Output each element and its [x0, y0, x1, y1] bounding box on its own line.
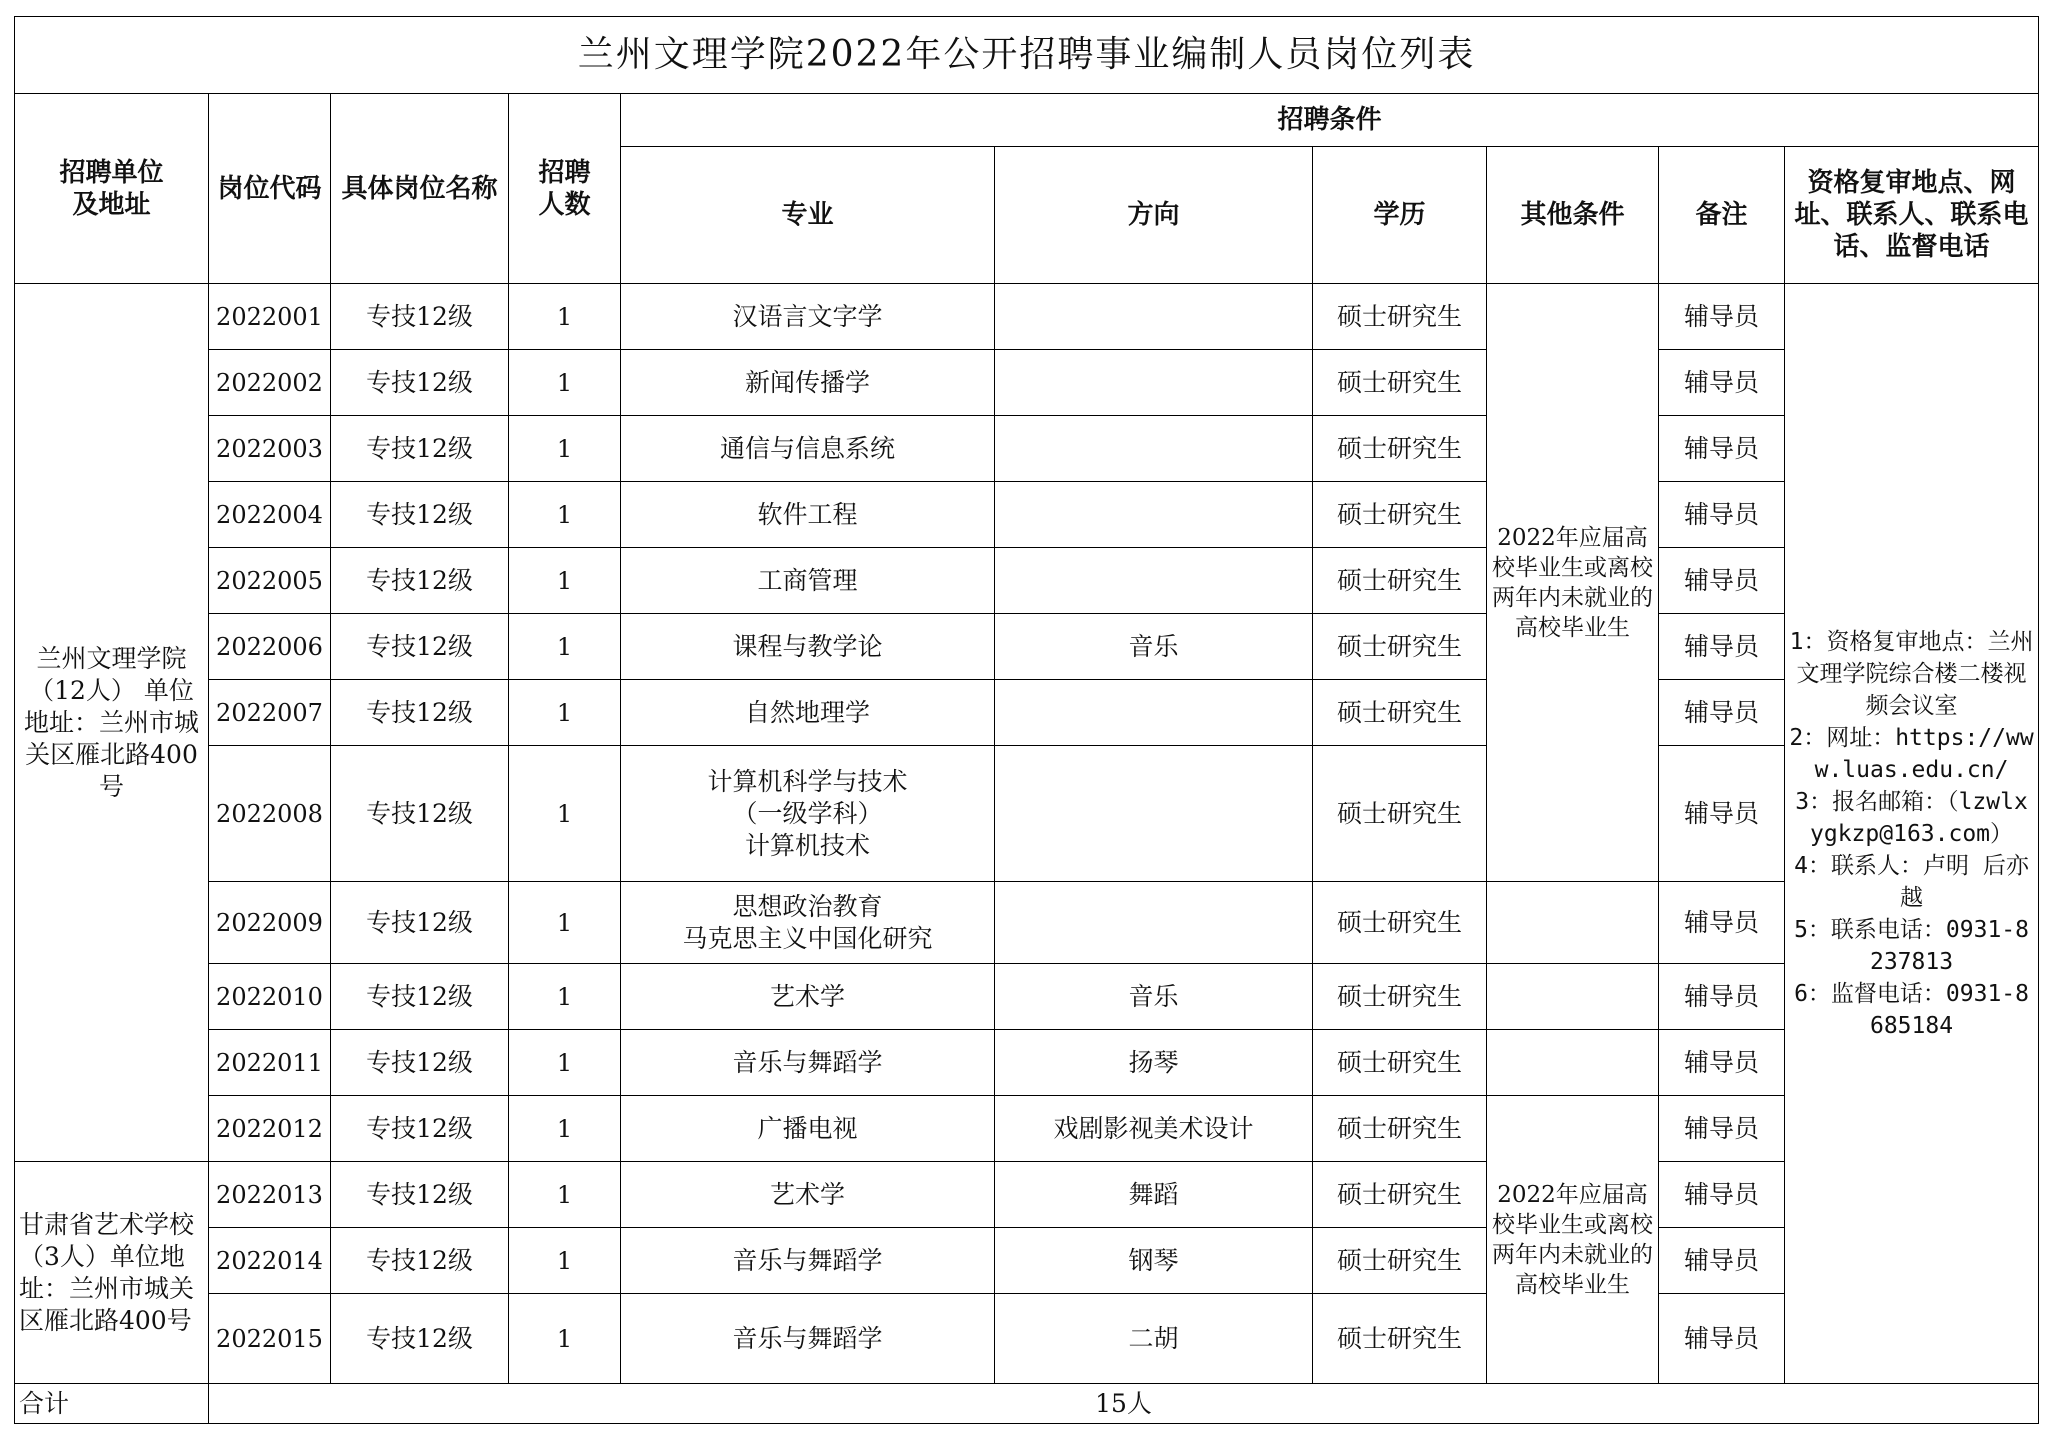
education-cell: 硕士研究生 — [1313, 350, 1487, 416]
job-code-cell: 2022009 — [209, 882, 331, 964]
education-cell: 硕士研究生 — [1313, 882, 1487, 964]
table-row — [15, 680, 2039, 746]
headcount-cell: 1 — [509, 416, 621, 482]
header-education: 学历 — [1313, 147, 1487, 284]
direction-cell — [995, 746, 1313, 882]
position-name-cell: 专技12级 — [331, 548, 509, 614]
recruitment-table-sheet — [14, 16, 2038, 1424]
major-cell: 工商管理 — [621, 548, 995, 614]
contact-info-cell: 1：资格复审地点：兰州文理学院综合楼二楼视频会议室 2：网址：https://www.luas.edu.cn/ 3：报名邮箱：（lzwlxygkzp@163.com） 4：联系人：卢明 后亦越 5：联系电话：0931-8237813 6：监督电话：0931-8685184 — [1785, 284, 2039, 1384]
position-name-cell: 专技12级 — [331, 1162, 509, 1228]
education-cell: 硕士研究生 — [1313, 482, 1487, 548]
other-conditions-empty-cell — [1487, 1030, 1659, 1096]
job-code-cell: 2022003 — [209, 416, 331, 482]
direction-cell: 钢琴 — [995, 1228, 1313, 1294]
major-cell: 广播电视 — [621, 1096, 995, 1162]
table-row — [15, 1294, 2039, 1384]
table-row — [15, 416, 2039, 482]
table-row — [15, 482, 2039, 548]
direction-cell — [995, 284, 1313, 350]
headcount-cell: 1 — [509, 350, 621, 416]
direction-cell — [995, 416, 1313, 482]
note-cell: 辅导员 — [1659, 1030, 1785, 1096]
education-cell: 硕士研究生 — [1313, 1294, 1487, 1384]
total-value: 15人 — [209, 1384, 2039, 1424]
header-position: 具体岗位名称 — [331, 94, 509, 284]
major-cell: 思想政治教育 马克思主义中国化研究 — [621, 882, 995, 964]
education-cell: 硕士研究生 — [1313, 1030, 1487, 1096]
table-row — [15, 548, 2039, 614]
headcount-cell: 1 — [509, 1030, 621, 1096]
job-code-cell: 2022013 — [209, 1162, 331, 1228]
position-name-cell: 专技12级 — [331, 1228, 509, 1294]
headcount-cell: 1 — [509, 1162, 621, 1228]
major-cell: 汉语言文字学 — [621, 284, 995, 350]
header-count: 招聘 人数 — [509, 94, 621, 284]
job-code-cell: 2022015 — [209, 1294, 331, 1384]
headcount-cell: 1 — [509, 1294, 621, 1384]
position-name-cell: 专技12级 — [331, 1030, 509, 1096]
header-unit: 招聘单位 及地址 — [15, 94, 209, 284]
note-cell: 辅导员 — [1659, 416, 1785, 482]
header-major: 专业 — [621, 147, 995, 284]
position-name-cell: 专技12级 — [331, 614, 509, 680]
major-cell: 自然地理学 — [621, 680, 995, 746]
education-cell: 硕士研究生 — [1313, 1096, 1487, 1162]
position-name-cell: 专技12级 — [331, 1096, 509, 1162]
table-row — [15, 746, 2039, 882]
education-cell: 硕士研究生 — [1313, 746, 1487, 882]
note-cell: 辅导员 — [1659, 680, 1785, 746]
table-row — [15, 1228, 2039, 1294]
table-row — [15, 1162, 2039, 1228]
major-cell: 音乐与舞蹈学 — [621, 1228, 995, 1294]
direction-cell: 音乐 — [995, 964, 1313, 1030]
education-cell: 硕士研究生 — [1313, 680, 1487, 746]
education-cell: 硕士研究生 — [1313, 964, 1487, 1030]
direction-cell — [995, 350, 1313, 416]
unit-cell-lanzhou-university: 兰州文理学院（12人） 单位地址：兰州市城关区雁北路400号 — [15, 284, 209, 1162]
education-cell: 硕士研究生 — [1313, 284, 1487, 350]
position-name-cell: 专技12级 — [331, 746, 509, 882]
job-code-cell: 2022008 — [209, 746, 331, 882]
job-code-cell: 2022012 — [209, 1096, 331, 1162]
direction-cell — [995, 548, 1313, 614]
job-code-cell: 2022004 — [209, 482, 331, 548]
job-code-cell: 2022011 — [209, 1030, 331, 1096]
education-cell: 硕士研究生 — [1313, 1228, 1487, 1294]
header-code: 岗位代码 — [209, 94, 331, 284]
job-code-cell: 2022007 — [209, 680, 331, 746]
major-cell: 课程与教学论 — [621, 614, 995, 680]
job-code-cell: 2022014 — [209, 1228, 331, 1294]
note-cell: 辅导员 — [1659, 746, 1785, 882]
major-cell: 新闻传播学 — [621, 350, 995, 416]
note-cell: 辅导员 — [1659, 548, 1785, 614]
other-conditions-empty-cell — [1487, 964, 1659, 1030]
direction-cell: 音乐 — [995, 614, 1313, 680]
table-title: 兰州文理学院2022年公开招聘事业编制人员岗位列表 — [15, 17, 2039, 94]
education-cell: 硕士研究生 — [1313, 1162, 1487, 1228]
job-code-cell: 2022001 — [209, 284, 331, 350]
job-code-cell: 2022002 — [209, 350, 331, 416]
position-name-cell: 专技12级 — [331, 964, 509, 1030]
table-row — [15, 882, 2039, 964]
header-other: 其他条件 — [1487, 147, 1659, 284]
headcount-cell: 1 — [509, 680, 621, 746]
position-name-cell: 专技12级 — [331, 284, 509, 350]
note-cell: 辅导员 — [1659, 1096, 1785, 1162]
headcount-cell: 1 — [509, 882, 621, 964]
recruitment-table — [14, 16, 2039, 1424]
note-cell: 辅导员 — [1659, 284, 1785, 350]
headcount-cell: 1 — [509, 746, 621, 882]
unit-cell-art-school: 甘肃省艺术学校（3人）单位地址：兰州市城关区雁北路400号 — [15, 1162, 209, 1384]
direction-cell: 戏剧影视美术设计 — [995, 1096, 1313, 1162]
note-cell: 辅导员 — [1659, 1294, 1785, 1384]
direction-cell: 扬琴 — [995, 1030, 1313, 1096]
table-row — [15, 1096, 2039, 1162]
other-conditions-empty-cell — [1487, 882, 1659, 964]
table-row — [15, 614, 2039, 680]
job-code-cell: 2022005 — [209, 548, 331, 614]
header-direction: 方向 — [995, 147, 1313, 284]
other-conditions-cell: 2022年应届高校毕业生或离校两年内未就业的高校毕业生 — [1487, 284, 1659, 882]
headcount-cell: 1 — [509, 482, 621, 548]
direction-cell — [995, 882, 1313, 964]
header-conditions: 招聘条件 — [621, 94, 2039, 147]
job-code-cell: 2022006 — [209, 614, 331, 680]
table-row — [15, 1030, 2039, 1096]
table-row — [15, 350, 2039, 416]
direction-cell — [995, 482, 1313, 548]
major-cell: 音乐与舞蹈学 — [621, 1294, 995, 1384]
major-cell: 软件工程 — [621, 482, 995, 548]
position-name-cell: 专技12级 — [331, 482, 509, 548]
table-row — [15, 284, 2039, 350]
note-cell: 辅导员 — [1659, 882, 1785, 964]
direction-cell: 二胡 — [995, 1294, 1313, 1384]
position-name-cell: 专技12级 — [331, 882, 509, 964]
education-cell: 硕士研究生 — [1313, 614, 1487, 680]
direction-cell — [995, 680, 1313, 746]
headcount-cell: 1 — [509, 964, 621, 1030]
note-cell: 辅导员 — [1659, 614, 1785, 680]
note-cell: 辅导员 — [1659, 350, 1785, 416]
education-cell: 硕士研究生 — [1313, 548, 1487, 614]
position-name-cell: 专技12级 — [331, 416, 509, 482]
total-label: 合计 — [15, 1384, 209, 1424]
headcount-cell: 1 — [509, 614, 621, 680]
other-conditions-cell: 2022年应届高校毕业生或离校两年内未就业的高校毕业生 — [1487, 1096, 1659, 1384]
headcount-cell: 1 — [509, 1096, 621, 1162]
headcount-cell: 1 — [509, 1228, 621, 1294]
header-note: 备注 — [1659, 147, 1785, 284]
major-cell: 艺术学 — [621, 1162, 995, 1228]
major-cell: 计算机科学与技术 （一级学科） 计算机技术 — [621, 746, 995, 882]
position-name-cell: 专技12级 — [331, 680, 509, 746]
headcount-cell: 1 — [509, 548, 621, 614]
education-cell: 硕士研究生 — [1313, 416, 1487, 482]
header-contact: 资格复审地点、网址、联系人、联系电话、监督电话 — [1785, 147, 2039, 284]
note-cell: 辅导员 — [1659, 1162, 1785, 1228]
major-cell: 通信与信息系统 — [621, 416, 995, 482]
direction-cell: 舞蹈 — [995, 1162, 1313, 1228]
position-name-cell: 专技12级 — [331, 350, 509, 416]
major-cell: 艺术学 — [621, 964, 995, 1030]
total-row — [15, 1384, 2039, 1424]
job-code-cell: 2022010 — [209, 964, 331, 1030]
position-name-cell: 专技12级 — [331, 1294, 509, 1384]
major-cell: 音乐与舞蹈学 — [621, 1030, 995, 1096]
table-row — [15, 964, 2039, 1030]
headcount-cell: 1 — [509, 284, 621, 350]
note-cell: 辅导员 — [1659, 964, 1785, 1030]
note-cell: 辅导员 — [1659, 1228, 1785, 1294]
note-cell: 辅导员 — [1659, 482, 1785, 548]
